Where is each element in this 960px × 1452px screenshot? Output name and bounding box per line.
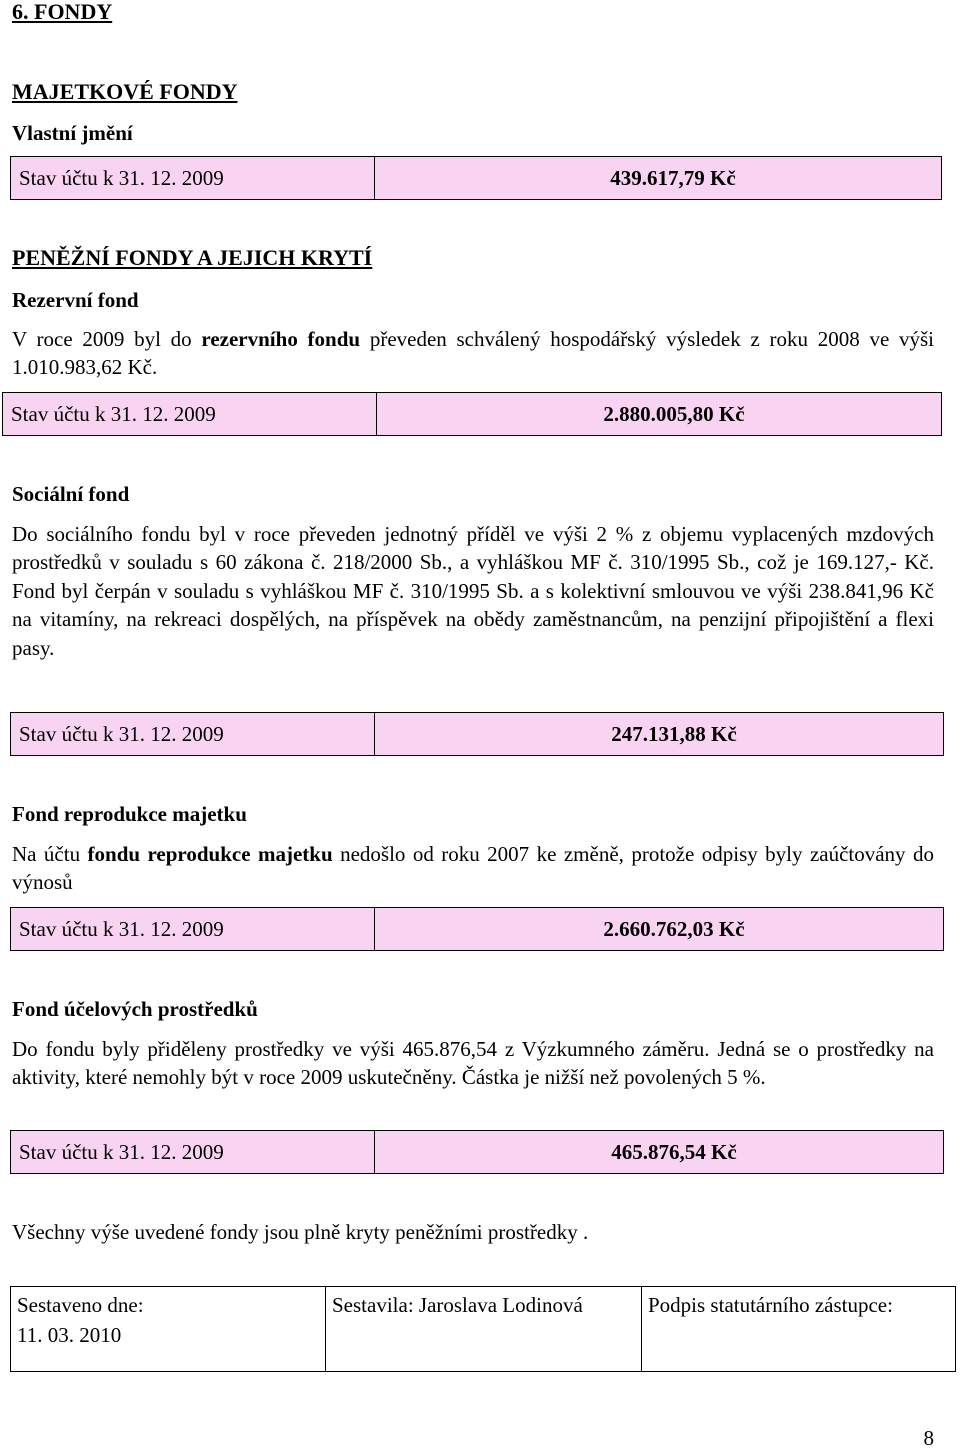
socialni-fond-balance-row bbox=[10, 712, 944, 756]
ucelovych-title: Fond účelových prostředků bbox=[12, 997, 258, 1021]
summary-text: Všechny výše uvedené fondy jsou plně kryty peněžními prostředky . bbox=[12, 1220, 589, 1244]
vlastni-jmeni-title: Vlastní jmění bbox=[12, 121, 133, 145]
balance-value: 465.876,54 Kč bbox=[611, 1140, 737, 1164]
balance-label: Stav účtu k 31. 12. 2009 bbox=[11, 713, 375, 755]
reprodukce-title: Fond reprodukce majetku bbox=[12, 802, 247, 826]
compiled-cell bbox=[11, 1287, 325, 1371]
ucelovych-balance-row bbox=[10, 1130, 944, 1174]
majetkove-fondy-title: MAJETKOVÉ FONDY bbox=[12, 79, 238, 104]
socialni-fond-text: Do sociálního fondu byl v roce převeden jednotný příděl ve výši 2 % z objemu vyplacených mzdových prostředků v souladu s 60 zákona č. 218/2000 Sb., a vyhláškou MF č. 310/1995 Sb., což je 169.127,- Kč. Fond byl čerpán v souladu s vyhláškou MF č. 310/1995 Sb. a s kolektivní smlouvou ve výši 238.841,96 Kč na vitamíny, na rekreaci dospělých, na příspěvek na obědy zaměstnancům, na penzijní připojištění a flexi pasy. bbox=[12, 522, 934, 660]
vlastni-jmeni-balance-row bbox=[10, 156, 942, 200]
compiled-by: Sestavila: Jaroslava Lodinová bbox=[332, 1293, 583, 1317]
reprodukce-text: Na účtu fondu reprodukce majetku nedošlo od roku 2007 ke změně, protože odpisy byly zaúčtovány do výnosů bbox=[12, 842, 934, 894]
balance-label: Stav účtu k 31. 12. 2009 bbox=[11, 1131, 375, 1173]
penezni-fondy-title: PENĚŽNÍ FONDY A JEJICH KRYTÍ bbox=[12, 245, 373, 270]
balance-label: Stav účtu k 31. 12. 2009 bbox=[3, 393, 377, 435]
section-heading: 6. FONDY bbox=[12, 0, 113, 24]
socialni-fond-title: Sociální fond bbox=[12, 482, 130, 506]
rezervni-fond-balance-row bbox=[2, 392, 942, 436]
signature-label: Podpis statutárního zástupce: bbox=[648, 1293, 893, 1317]
balance-label: Stav účtu k 31. 12. 2009 bbox=[11, 157, 375, 199]
rezervni-fond-title: Rezervní fond bbox=[12, 288, 139, 312]
signature-table bbox=[10, 1286, 956, 1372]
page-number: 8 bbox=[923, 1426, 934, 1450]
compiled-by-cell bbox=[325, 1287, 641, 1371]
balance-value: 2.660.762,03 Kč bbox=[603, 917, 745, 941]
balance-value: 439.617,79 Kč bbox=[610, 166, 736, 190]
signature-cell bbox=[641, 1287, 955, 1371]
reprodukce-balance-row bbox=[10, 907, 944, 951]
balance-value: 2.880.005,80 Kč bbox=[603, 402, 745, 426]
balance-value: 247.131,88 Kč bbox=[611, 722, 737, 746]
ucelovych-text: Do fondu byly přiděleny prostředky ve výši 465.876,54 z Výzkumného záměru. Jedná se o prostředky na aktivity, které nemohly být v roce 2009 uskutečněny. Částka je nižší než povolených 5 %. bbox=[12, 1037, 934, 1089]
compiled-date: 11. 03. 2010 bbox=[17, 1323, 122, 1347]
rezervni-fond-text: V roce 2009 byl do rezervního fondu převeden schválený hospodářský výsledek z roku 2008 ve výši 1.010.983,62 Kč. bbox=[12, 327, 935, 379]
balance-label: Stav účtu k 31. 12. 2009 bbox=[11, 908, 375, 950]
compiled-label: Sestaveno dne: bbox=[17, 1293, 144, 1317]
